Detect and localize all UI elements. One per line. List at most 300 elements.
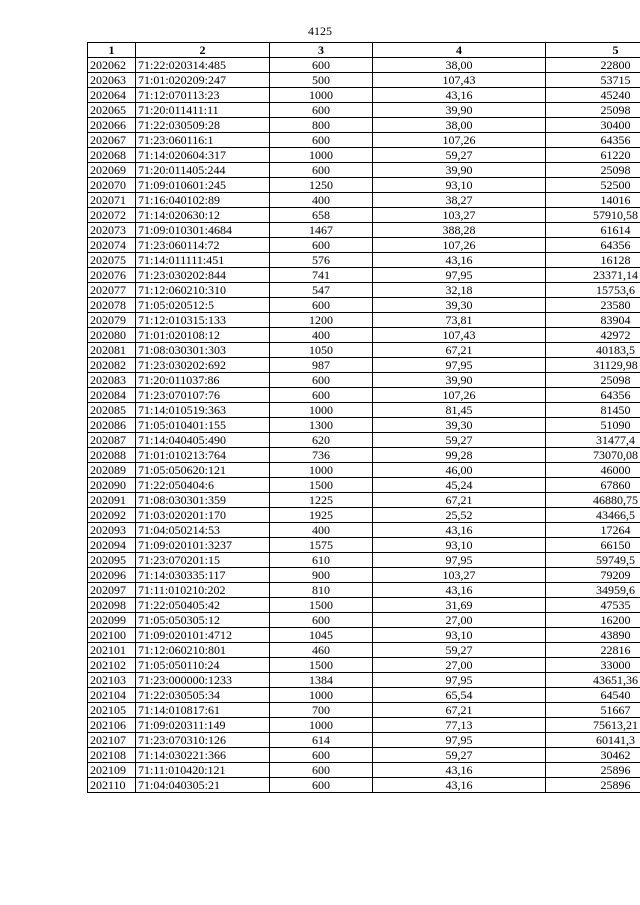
row-number-cell: 202091 <box>88 493 136 508</box>
table-row <box>88 148 640 163</box>
area-cell: 1050 <box>270 343 373 358</box>
table-row <box>88 403 640 418</box>
area-cell: 600 <box>270 298 373 313</box>
row-number-cell: 202075 <box>88 253 136 268</box>
table-row <box>88 463 640 478</box>
rate-cell: 59,27 <box>373 748 546 763</box>
row-number-cell: 202069 <box>88 163 136 178</box>
cadastral-number-cell: 71:14:030221:366 <box>136 748 270 763</box>
rate-cell: 31,69 <box>373 598 546 613</box>
area-cell: 610 <box>270 553 373 568</box>
amount-cell: 34959,6 <box>546 583 640 598</box>
table-row <box>88 478 640 493</box>
area-cell: 1045 <box>270 628 373 643</box>
table-row <box>88 628 640 643</box>
table-row <box>88 373 640 388</box>
rate-cell: 97,95 <box>373 673 546 688</box>
cadastral-number-cell: 71:01:020108:12 <box>136 328 270 343</box>
amount-cell: 51090 <box>546 418 640 433</box>
rate-cell: 45,24 <box>373 478 546 493</box>
amount-cell: 43890 <box>546 628 640 643</box>
header-row <box>88 43 640 58</box>
table-row <box>88 673 640 688</box>
amount-cell: 23371,14 <box>546 268 640 283</box>
row-number-cell: 202071 <box>88 193 136 208</box>
table-row <box>88 703 640 718</box>
cadastral-number-cell: 71:20:011037:86 <box>136 373 270 388</box>
table-row <box>88 763 640 778</box>
cadastral-number-cell: 71:08:030301:359 <box>136 493 270 508</box>
area-cell: 1575 <box>270 538 373 553</box>
cadastral-number-cell: 71:14:011111:451 <box>136 253 270 268</box>
rate-cell: 107,26 <box>373 388 546 403</box>
table-row <box>88 688 640 703</box>
cadastral-number-cell: 71:11:010420:121 <box>136 763 270 778</box>
row-number-cell: 202077 <box>88 283 136 298</box>
table-row <box>88 748 640 763</box>
amount-cell: 43466,5 <box>546 508 640 523</box>
cadastral-number-cell: 71:09:010601:245 <box>136 178 270 193</box>
cadastral-number-cell: 71:05:010401:155 <box>136 418 270 433</box>
row-number-cell: 202106 <box>88 718 136 733</box>
table-row <box>88 58 640 73</box>
cadastral-number-cell: 71:11:010210:202 <box>136 583 270 598</box>
cadastral-number-cell: 71:09:020311:149 <box>136 718 270 733</box>
rate-cell: 65,54 <box>373 688 546 703</box>
rate-cell: 39,30 <box>373 418 546 433</box>
cadastral-number-cell: 71:20:011411:11 <box>136 103 270 118</box>
table-row <box>88 343 640 358</box>
column-header-1: 1 <box>88 43 136 58</box>
cadastral-number-cell: 71:22:050404:6 <box>136 478 270 493</box>
rate-cell: 43,16 <box>373 523 546 538</box>
table-row <box>88 643 640 658</box>
rate-cell: 97,95 <box>373 733 546 748</box>
cadastral-number-cell: 71:23:070201:15 <box>136 553 270 568</box>
rate-cell: 93,10 <box>373 178 546 193</box>
row-number-cell: 202100 <box>88 628 136 643</box>
amount-cell: 67860 <box>546 478 640 493</box>
amount-cell: 14016 <box>546 193 640 208</box>
amount-cell: 25098 <box>546 373 640 388</box>
table-row <box>88 238 640 253</box>
row-number-cell: 202107 <box>88 733 136 748</box>
table-row <box>88 598 640 613</box>
area-cell: 1300 <box>270 418 373 433</box>
amount-cell: 43651,36 <box>546 673 640 688</box>
table-row <box>88 208 640 223</box>
area-cell: 736 <box>270 448 373 463</box>
area-cell: 600 <box>270 373 373 388</box>
amount-cell: 22816 <box>546 643 640 658</box>
row-number-cell: 202076 <box>88 268 136 283</box>
rate-cell: 107,43 <box>373 328 546 343</box>
table-row <box>88 283 640 298</box>
rate-cell: 39,30 <box>373 298 546 313</box>
amount-cell: 22800 <box>546 58 640 73</box>
amount-cell: 61220 <box>546 148 640 163</box>
area-cell: 600 <box>270 238 373 253</box>
row-number-cell: 202064 <box>88 88 136 103</box>
amount-cell: 61614 <box>546 223 640 238</box>
cadastral-number-cell: 71:22:030509:28 <box>136 118 270 133</box>
cadastral-number-cell: 71:22:020314:485 <box>136 58 270 73</box>
area-cell: 600 <box>270 778 373 793</box>
table-row <box>88 493 640 508</box>
rate-cell: 107,26 <box>373 133 546 148</box>
area-cell: 987 <box>270 358 373 373</box>
amount-cell: 15753,6 <box>546 283 640 298</box>
area-cell: 1384 <box>270 673 373 688</box>
table-row <box>88 313 640 328</box>
cadastral-number-cell: 71:20:011405:244 <box>136 163 270 178</box>
cadastral-number-cell: 71:12:070113:23 <box>136 88 270 103</box>
area-cell: 600 <box>270 613 373 628</box>
table-row <box>88 103 640 118</box>
amount-cell: 17264 <box>546 523 640 538</box>
rate-cell: 39,90 <box>373 103 546 118</box>
cadastral-number-cell: 71:23:060114:72 <box>136 238 270 253</box>
rate-cell: 27,00 <box>373 613 546 628</box>
amount-cell: 45240 <box>546 88 640 103</box>
amount-cell: 31129,98 <box>546 358 640 373</box>
table-row <box>88 718 640 733</box>
table-row <box>88 448 640 463</box>
table-row <box>88 178 640 193</box>
row-number-cell: 202067 <box>88 133 136 148</box>
row-number-cell: 202085 <box>88 403 136 418</box>
area-cell: 1225 <box>270 493 373 508</box>
table-row <box>88 418 640 433</box>
row-number-cell: 202074 <box>88 238 136 253</box>
amount-cell: 40183,5 <box>546 343 640 358</box>
amount-cell: 81450 <box>546 403 640 418</box>
area-cell: 600 <box>270 763 373 778</box>
area-cell: 700 <box>270 703 373 718</box>
amount-cell: 64356 <box>546 238 640 253</box>
data-table <box>87 42 640 793</box>
rate-cell: 38,27 <box>373 193 546 208</box>
amount-cell: 42972 <box>546 328 640 343</box>
rate-cell: 97,95 <box>373 553 546 568</box>
rate-cell: 77,13 <box>373 718 546 733</box>
row-number-cell: 202072 <box>88 208 136 223</box>
area-cell: 800 <box>270 118 373 133</box>
amount-cell: 52500 <box>546 178 640 193</box>
rate-cell: 81,45 <box>373 403 546 418</box>
column-header-3: 3 <box>270 43 373 58</box>
area-cell: 400 <box>270 193 373 208</box>
area-cell: 741 <box>270 268 373 283</box>
rate-cell: 67,21 <box>373 343 546 358</box>
table-row <box>88 73 640 88</box>
area-cell: 1000 <box>270 688 373 703</box>
cadastral-number-cell: 71:12:060210:310 <box>136 283 270 298</box>
table-row <box>88 223 640 238</box>
table-row <box>88 553 640 568</box>
area-cell: 1500 <box>270 598 373 613</box>
area-cell: 658 <box>270 208 373 223</box>
cadastral-number-cell: 71:23:030202:844 <box>136 268 270 283</box>
table-body <box>88 58 640 793</box>
rate-cell: 103,27 <box>373 208 546 223</box>
amount-cell: 25896 <box>546 778 640 793</box>
amount-cell: 57910,58 <box>546 208 640 223</box>
row-number-cell: 202068 <box>88 148 136 163</box>
cadastral-number-cell: 71:23:070107:76 <box>136 388 270 403</box>
area-cell: 600 <box>270 163 373 178</box>
amount-cell: 83904 <box>546 313 640 328</box>
cadastral-number-cell: 71:05:020512:5 <box>136 298 270 313</box>
area-cell: 600 <box>270 58 373 73</box>
table-row <box>88 163 640 178</box>
rate-cell: 107,43 <box>373 73 546 88</box>
row-number-cell: 202105 <box>88 703 136 718</box>
table-row <box>88 778 640 793</box>
rate-cell: 43,16 <box>373 763 546 778</box>
amount-cell: 23580 <box>546 298 640 313</box>
row-number-cell: 202092 <box>88 508 136 523</box>
area-cell: 620 <box>270 433 373 448</box>
rate-cell: 59,27 <box>373 433 546 448</box>
row-number-cell: 202073 <box>88 223 136 238</box>
area-cell: 576 <box>270 253 373 268</box>
amount-cell: 33000 <box>546 658 640 673</box>
row-number-cell: 202082 <box>88 358 136 373</box>
cadastral-number-cell: 71:05:050305:12 <box>136 613 270 628</box>
row-number-cell: 202066 <box>88 118 136 133</box>
area-cell: 1467 <box>270 223 373 238</box>
area-cell: 400 <box>270 328 373 343</box>
rate-cell: 43,16 <box>373 253 546 268</box>
row-number-cell: 202093 <box>88 523 136 538</box>
cadastral-number-cell: 71:09:020101:4712 <box>136 628 270 643</box>
rate-cell: 27,00 <box>373 658 546 673</box>
table-row <box>88 328 640 343</box>
row-number-cell: 202087 <box>88 433 136 448</box>
cadastral-number-cell: 71:22:030505:34 <box>136 688 270 703</box>
area-cell: 1000 <box>270 463 373 478</box>
column-header-5: 5 <box>546 43 640 58</box>
row-number-cell: 202090 <box>88 478 136 493</box>
cadastral-number-cell: 71:12:010315:133 <box>136 313 270 328</box>
amount-cell: 16128 <box>546 253 640 268</box>
row-number-cell: 202062 <box>88 58 136 73</box>
rate-cell: 39,90 <box>373 373 546 388</box>
table-row <box>88 88 640 103</box>
rate-cell: 43,16 <box>373 583 546 598</box>
amount-cell: 79209 <box>546 568 640 583</box>
row-number-cell: 202098 <box>88 598 136 613</box>
amount-cell: 53715 <box>546 73 640 88</box>
rate-cell: 388,28 <box>373 223 546 238</box>
amount-cell: 25098 <box>546 163 640 178</box>
row-number-cell: 202089 <box>88 463 136 478</box>
table-row <box>88 568 640 583</box>
table-row <box>88 388 640 403</box>
row-number-cell: 202084 <box>88 388 136 403</box>
area-cell: 460 <box>270 643 373 658</box>
cadastral-number-cell: 71:01:020209:247 <box>136 73 270 88</box>
cadastral-number-cell: 71:01:010213:764 <box>136 448 270 463</box>
cadastral-number-cell: 71:16:040102:89 <box>136 193 270 208</box>
amount-cell: 46880,75 <box>546 493 640 508</box>
amount-cell: 25098 <box>546 103 640 118</box>
cadastral-number-cell: 71:12:060210:801 <box>136 643 270 658</box>
table-row <box>88 658 640 673</box>
row-number-cell: 202081 <box>88 343 136 358</box>
cadastral-number-cell: 71:23:030202:692 <box>136 358 270 373</box>
table-row <box>88 253 640 268</box>
rate-cell: 39,90 <box>373 163 546 178</box>
rate-cell: 93,10 <box>373 628 546 643</box>
area-cell: 1200 <box>270 313 373 328</box>
amount-cell: 47535 <box>546 598 640 613</box>
rate-cell: 103,27 <box>373 568 546 583</box>
area-cell: 600 <box>270 748 373 763</box>
row-number-cell: 202095 <box>88 553 136 568</box>
table-row <box>88 583 640 598</box>
amount-cell: 64540 <box>546 688 640 703</box>
area-cell: 600 <box>270 388 373 403</box>
rate-cell: 93,10 <box>373 538 546 553</box>
area-cell: 400 <box>270 523 373 538</box>
row-number-cell: 202109 <box>88 763 136 778</box>
row-number-cell: 202079 <box>88 313 136 328</box>
rate-cell: 107,26 <box>373 238 546 253</box>
cadastral-number-cell: 71:14:010817:61 <box>136 703 270 718</box>
amount-cell: 31477,4 <box>546 433 640 448</box>
cadastral-number-cell: 71:23:000000:1233 <box>136 673 270 688</box>
cadastral-number-cell: 71:09:020101:3237 <box>136 538 270 553</box>
cadastral-number-cell: 71:22:050405:42 <box>136 598 270 613</box>
area-cell: 1000 <box>270 403 373 418</box>
amount-cell: 66150 <box>546 538 640 553</box>
row-number-cell: 202108 <box>88 748 136 763</box>
rate-cell: 32,18 <box>373 283 546 298</box>
cadastral-number-cell: 71:14:020604:317 <box>136 148 270 163</box>
area-cell: 547 <box>270 283 373 298</box>
row-number-cell: 202070 <box>88 178 136 193</box>
area-cell: 1000 <box>270 148 373 163</box>
row-number-cell: 202086 <box>88 418 136 433</box>
amount-cell: 64356 <box>546 388 640 403</box>
cadastral-number-cell: 71:05:050110:24 <box>136 658 270 673</box>
table-row <box>88 298 640 313</box>
table-row <box>88 268 640 283</box>
cadastral-number-cell: 71:03:020201:170 <box>136 508 270 523</box>
cadastral-number-cell: 71:23:060116:1 <box>136 133 270 148</box>
rate-cell: 59,27 <box>373 148 546 163</box>
rate-cell: 25,52 <box>373 508 546 523</box>
row-number-cell: 202101 <box>88 643 136 658</box>
cadastral-number-cell: 71:05:050620:121 <box>136 463 270 478</box>
amount-cell: 51667 <box>546 703 640 718</box>
area-cell: 1500 <box>270 658 373 673</box>
cadastral-number-cell: 71:14:040405:490 <box>136 433 270 448</box>
cadastral-number-cell: 71:14:030335:117 <box>136 568 270 583</box>
cadastral-number-cell: 71:09:010301:4684 <box>136 223 270 238</box>
table-row <box>88 358 640 373</box>
amount-cell: 30400 <box>546 118 640 133</box>
area-cell: 1500 <box>270 478 373 493</box>
rate-cell: 97,95 <box>373 358 546 373</box>
row-number-cell: 202102 <box>88 658 136 673</box>
rate-cell: 97,95 <box>373 268 546 283</box>
rate-cell: 59,27 <box>373 643 546 658</box>
amount-cell: 16200 <box>546 613 640 628</box>
table-row <box>88 508 640 523</box>
area-cell: 600 <box>270 103 373 118</box>
amount-cell: 60141,3 <box>546 733 640 748</box>
area-cell: 614 <box>270 733 373 748</box>
amount-cell: 73070,08 <box>546 448 640 463</box>
rate-cell: 38,00 <box>373 118 546 133</box>
amount-cell: 46000 <box>546 463 640 478</box>
table-row <box>88 133 640 148</box>
rate-cell: 38,00 <box>373 58 546 73</box>
area-cell: 500 <box>270 73 373 88</box>
rate-cell: 46,00 <box>373 463 546 478</box>
cadastral-number-cell: 71:04:050214:53 <box>136 523 270 538</box>
row-number-cell: 202065 <box>88 103 136 118</box>
row-number-cell: 202104 <box>88 688 136 703</box>
cadastral-number-cell: 71:08:030301:303 <box>136 343 270 358</box>
area-cell: 1250 <box>270 178 373 193</box>
amount-cell: 59749,5 <box>546 553 640 568</box>
rate-cell: 43,16 <box>373 88 546 103</box>
amount-cell: 75613,21 <box>546 718 640 733</box>
rate-cell: 99,28 <box>373 448 546 463</box>
row-number-cell: 202080 <box>88 328 136 343</box>
cadastral-number-cell: 71:23:070310:126 <box>136 733 270 748</box>
table-row <box>88 733 640 748</box>
rate-cell: 67,21 <box>373 703 546 718</box>
amount-cell: 64356 <box>546 133 640 148</box>
column-header-4: 4 <box>373 43 546 58</box>
row-number-cell: 202096 <box>88 568 136 583</box>
cadastral-number-cell: 71:14:010519:363 <box>136 403 270 418</box>
table-row <box>88 538 640 553</box>
row-number-cell: 202083 <box>88 373 136 388</box>
area-cell: 1925 <box>270 508 373 523</box>
row-number-cell: 202110 <box>88 778 136 793</box>
column-header-2: 2 <box>136 43 270 58</box>
amount-cell: 25896 <box>546 763 640 778</box>
page-number: 4125 <box>308 24 332 38</box>
area-cell: 900 <box>270 568 373 583</box>
row-number-cell: 202088 <box>88 448 136 463</box>
amount-cell: 30462 <box>546 748 640 763</box>
table-row <box>88 613 640 628</box>
cadastral-number-cell: 71:14:020630:12 <box>136 208 270 223</box>
row-number-cell: 202103 <box>88 673 136 688</box>
row-number-cell: 202099 <box>88 613 136 628</box>
area-cell: 1000 <box>270 88 373 103</box>
row-number-cell: 202097 <box>88 583 136 598</box>
area-cell: 810 <box>270 583 373 598</box>
rate-cell: 43,16 <box>373 778 546 793</box>
rate-cell: 73,81 <box>373 313 546 328</box>
table-row <box>88 193 640 208</box>
area-cell: 1000 <box>270 718 373 733</box>
area-cell: 600 <box>270 133 373 148</box>
table-row <box>88 523 640 538</box>
cadastral-number-cell: 71:04:040305:21 <box>136 778 270 793</box>
table-row <box>88 433 640 448</box>
row-number-cell: 202094 <box>88 538 136 553</box>
table-row <box>88 118 640 133</box>
